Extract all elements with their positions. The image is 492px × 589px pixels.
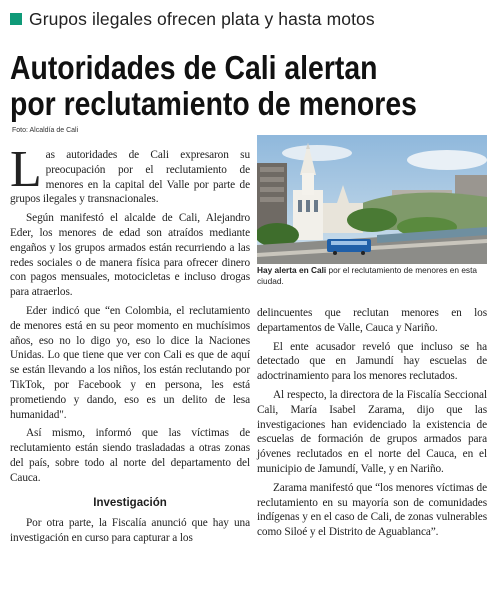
section-subhead: Investigación bbox=[93, 496, 167, 509]
kicker bbox=[10, 8, 375, 30]
article-paragraph-1: Las autoridades de Cali expresaron su preocupación por el reclutamiento de menores en la capital del Valle por parte de grupos ilegales y transnacionales. bbox=[10, 141, 250, 206]
church-photo-icon bbox=[257, 135, 487, 264]
article-paragraph-8: Al respecto, la directora de la Fiscalía Seccional Cali, María Isabel Zarama, dijo que las investigaciones han evidenciado la existencia de escuelas de formación de grupos armados para jóvenes reclutados en el norte del Cauca, en el municipio de Jamundí, Valle, y en Nariño. bbox=[257, 388, 487, 475]
kicker-square-icon bbox=[10, 13, 22, 25]
article-photo bbox=[257, 135, 487, 264]
caption-bold: Hay alerta en Cali bbox=[257, 265, 327, 275]
photo-credit: Foto: Alcaldía de Cali bbox=[12, 127, 79, 134]
article-column-left bbox=[10, 141, 250, 550]
article-paragraph-4: Así mismo, informó que las víctimas de reclutamiento están siendo trasladadas a otras zonas del país, sobre todo al norte del departamento del Cauca. bbox=[10, 427, 250, 484]
article-paragraph-7: El ente acusador reveló que incluso se ha detectado que en Jamundí hay escuelas de adoctrinamiento para los menores reclutados. bbox=[257, 340, 487, 383]
article-paragraph-2: Según manifestó el alcalde de Cali, Alejandro Eder, los menores de edad son atraídos mediante engaños y los grupos armados están recurriendo a las redes sociales o de manera física para ofrecer dinero con pagos mensuales, motocicletas e incluso drogas para atraerlos. bbox=[10, 212, 250, 299]
dropcap: L bbox=[10, 141, 42, 198]
article-paragraph-9: Zarama manifestó que “los menores víctimas de reclutamiento en su mayoría son de comunidades indígenas y en el caso de Cali, de zonas vulnerables como Siloé y el Distrito de Aguablanca”. bbox=[257, 481, 487, 539]
caption-text: por el reclutamiento de menores en esta ciudad. bbox=[257, 265, 477, 286]
kicker-text: Grupos ilegales ofrecen plata y hasta motos bbox=[29, 8, 375, 29]
headline bbox=[10, 50, 423, 122]
headline-line-2: por reclutamiento de menores bbox=[10, 85, 417, 122]
headline-line-1: Autoridades de Cali alertan bbox=[10, 49, 378, 86]
article-paragraph-6: delincuentes que reclutan menores en los departamentos de Valle, Cauca y Nariño. bbox=[257, 307, 487, 334]
article-paragraph-5: Por otra parte, la Fiscalía anunció que hay una investigación en curso para capturar a los bbox=[10, 517, 250, 545]
article-paragraph-3: Eder indicó que “en Colombia, el reclutamiento de menores está en su peor momento en muchísimos años, eso no lo digo yo, eso lo dice la Naciones Unidas. Lo que tiene que ver con Cali es que de aquí se están llevando a los niños, los están reclutando por TikTok, por Facebook y en persona, les está prometiendo y dando, eso es un delito de lesa humanidad". bbox=[10, 304, 250, 421]
article-column-right bbox=[257, 306, 487, 544]
photo-caption bbox=[257, 265, 485, 287]
